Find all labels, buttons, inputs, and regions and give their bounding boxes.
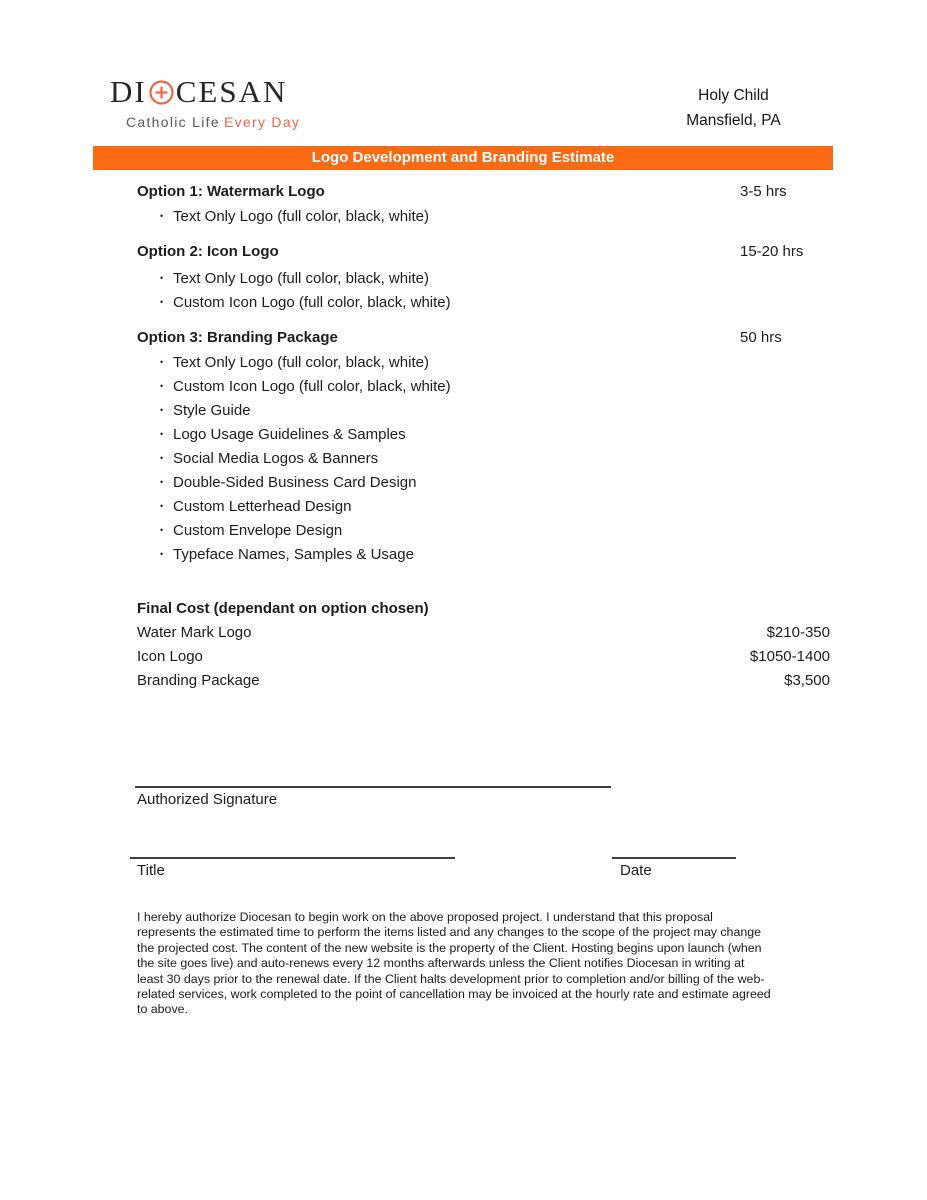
list-item: • Social Media Logos & Banners xyxy=(160,450,378,467)
list-item: • Custom Envelope Design xyxy=(160,522,342,539)
title-label: Title xyxy=(137,862,165,879)
option2-hours: 15-20 hrs xyxy=(740,243,804,260)
tagline-every-day: Every Day xyxy=(223,114,301,130)
final-cost-heading-row xyxy=(0,601,927,617)
authorized-signature-line xyxy=(135,786,611,788)
logo-tagline xyxy=(126,114,300,130)
option1-hours: 3-5 hrs xyxy=(740,183,787,200)
cost-label: Branding Package xyxy=(137,672,260,689)
cost-price: $3,500 xyxy=(784,672,830,689)
list-item: • Text Only Logo (full color, black, white) xyxy=(160,354,429,371)
option2-heading: Option 2: Icon Logo xyxy=(137,243,279,260)
option3-heading-row xyxy=(0,330,927,346)
cost-label: Water Mark Logo xyxy=(137,624,252,641)
list-item: • Custom Icon Logo (full color, black, white) xyxy=(160,294,451,311)
list-item: • Typeface Names, Samples & Usage xyxy=(160,546,414,563)
final-cost-heading: Final Cost (dependant on option chosen) xyxy=(137,600,429,617)
cost-row xyxy=(0,649,927,665)
client-info xyxy=(620,83,847,133)
option3-heading: Option 3: Branding Package xyxy=(137,329,338,346)
date-label: Date xyxy=(620,862,652,879)
option2-heading-row xyxy=(0,244,927,260)
circle-plus-icon xyxy=(149,80,174,105)
legal-paragraph: I hereby authorize Diocesan to begin work on the above proposed project. I understand that this proposal represents the estimated time to perform the items listed and any changes to the scope of the project may change the projected cost. The content of the new website is the property of the Client. Hosting begins upon launch (when the site goes live) and auto-renews every 12 months afterwards unless the Client notifies Diocesan in writing at least 30 days prior to the renewal date. If the Client halts development prior to completion and/or billing of the web-related services, work completed to the point of cancellation may be invoiced at the hourly rate and estimate agreed to above. xyxy=(137,910,771,1017)
client-name: Holy Child xyxy=(698,87,769,104)
cost-row xyxy=(0,673,927,689)
list-item: • Text Only Logo (full color, black, white) xyxy=(160,208,429,225)
client-location: Mansfield, PA xyxy=(686,112,781,129)
estimate-banner-title: Logo Development and Branding Estimate xyxy=(93,146,833,170)
logo-wordmark xyxy=(110,76,300,107)
list-item: • Style Guide xyxy=(160,402,251,419)
logo-wordmark-left: DI xyxy=(110,74,147,109)
list-item: • Double-Sided Business Card Design xyxy=(160,474,416,491)
list-item: • Custom Letterhead Design xyxy=(160,498,351,515)
list-item: • Custom Icon Logo (full color, black, white) xyxy=(160,378,451,395)
logo-wordmark-right: CESAN xyxy=(175,74,288,109)
authorized-signature-label: Authorized Signature xyxy=(137,791,278,808)
list-item: • Logo Usage Guidelines & Samples xyxy=(160,426,406,443)
title-line xyxy=(130,857,455,859)
tagline-catholic-life: Catholic Life xyxy=(126,114,220,130)
option1-heading: Option 1: Watermark Logo xyxy=(137,183,325,200)
cost-label: Icon Logo xyxy=(137,648,203,665)
list-item: • Text Only Logo (full color, black, white) xyxy=(160,270,429,287)
cost-price: $210-350 xyxy=(766,624,830,641)
option1-heading-row xyxy=(0,184,927,200)
cost-row xyxy=(0,625,927,641)
cost-price: $1050-1400 xyxy=(749,648,830,665)
date-line xyxy=(612,857,736,859)
option3-hours: 50 hrs xyxy=(740,329,782,346)
diocesan-logo xyxy=(110,76,300,130)
